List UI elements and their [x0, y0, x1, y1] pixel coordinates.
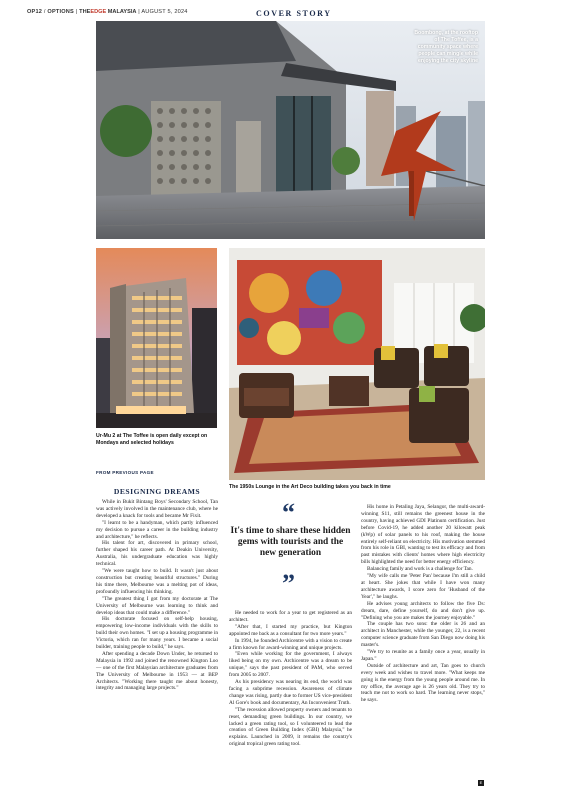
paragraph: He advises young architects to follow the five Ds: dream, dare, define yourself, do and don't give up. "Defining who you are makes the journey enjoyable." [361, 600, 485, 621]
lounge-interior-photo [229, 248, 485, 480]
paragraph: "Even while working for the government, I always liked being on my own. Archicentre was a dream to be unique," says the past president of PAM, who served from 2005 to 2007. [229, 651, 352, 679]
article-column-2 [229, 610, 352, 748]
paragraph: His doctorate focused on self-help housing, empowering low-income individuals with the skills to build their own homes. "I set up a housing programme in Victoria, which ran for many years. I became a social builder, training people to build," he says. [96, 616, 218, 651]
paragraph: His home in Petaling Jaya, Selangor, the multi-award-winning S11, still remains the greenest house in the country, having achieved GDI Platinum certification. Just before Covid-19, he added another 20 kilowatt peak (kWp) of solar panels to his roof, making the house entirely self-reliant on electricity. His motivation stemmed from his role in GBI, wanting to test its efficacy and from past mistakes with clients' homes where high electricity bills highlighted the need for better energy efficiency. [361, 504, 485, 566]
issue-date: AUGUST 5, 2024 [141, 9, 188, 15]
top-photo-caption: Boombong, at the rooftop of The Toffee, is a community space where people can mingle while enjoying the city skyline [414, 30, 478, 64]
paragraph: "We try to reunite as a family once a year, usually in Japan." [361, 649, 485, 662]
paragraph: While in Bukit Bintang Boys' Secondary School, Tan was actively involved in the maintenance club, where he developed a knack for tools and became Mr Fixit. [96, 499, 218, 519]
article-column-1 [96, 499, 218, 692]
paragraph: In 1994, he founded Archicentre with a vision to create a firm known for award-winning and unique projects. [229, 637, 352, 651]
paragraph: After spending a decade Down Under, he returned to Malaysia in 1992 and joined the renowned Kington Loo — one of the first Malaysian architecture graduates from The University of Melbourne in 1953 — at BEP Architects. "Working there taught me about honesty, integrity and managing large projects." [96, 650, 218, 692]
paragraph: "The recession allowed property owners and tenants to reset, demanding green buildings. In our country, we lacked a green rating tool, so I volunteered to lead the creation of Green Building Index (GBI) Malaysia," he explains. Launched in 2009, it remains the country's original tropical green rating tool. [229, 706, 352, 748]
paragraph: His talent for art, discovered in primary school, further shaped his career path. At Deakin University, Australia, his undergraduate education was highly technical. [96, 540, 218, 568]
end-of-article-mark: E [479, 780, 483, 785]
building-at-dusk-photo [96, 248, 217, 428]
article-column-3 [361, 504, 485, 704]
section-subhead: DESIGNING DREAMS [113, 487, 201, 496]
publication-logo: THEEDGE MALAYSIA [79, 9, 137, 15]
paragraph: He needed to work for a year to get registered as an architect. [229, 610, 352, 623]
paragraph: "After that, I started my practice, but Kington appointed me back as a consultant for two more years." [229, 623, 352, 637]
quote-open-mark-icon: “ [282, 498, 295, 527]
paragraph: "We were taught how to build. It wasn't just about construction but creating beautiful structures." During his time there, Melbourne was a melting pot of ideas, profoundly influencing his thinking. [96, 568, 218, 595]
paragraph: As his presidency was nearing its end, the world was facing a subprime recession. Awareness of climate change was rising, partly due to former US vice-president Al Gore's book and documentary, An Inconvenient Truth. [229, 679, 352, 706]
cover-story-label: COVER STORY [256, 9, 332, 18]
pull-quote: It's time to share these hidden gems with tourists and the new generation [230, 526, 351, 558]
middle-photo-caption: The 1950s Lounge in the Art Deco building takes you back in time [229, 484, 391, 490]
paragraph: Outside of architecture and art, Tan goes to church every week and wishes to travel more. "What keeps me going is the energy from the young people around me. In my office, the average age is 26 years old. They try to teach me not to work so hard. The learning never stops," he says. [361, 662, 485, 704]
quote-close-mark-icon: ” [282, 569, 295, 598]
left-photo-caption: Ur-Mu 2 at The Toffee is open daily except on Mondays and selected holidays [96, 433, 208, 446]
section-name: OPTIONS [47, 9, 74, 15]
paragraph: "I learnt to be a handyman, which partly influenced my decision to pursue a career in the building industry and architecture," he reflects. [96, 519, 218, 540]
continuation-label: FROM PREVIOUS PAGE [96, 470, 154, 475]
paragraph: "The greatest thing I got from my doctorate at The University of Melbourne was learning to think and develop ideas that could make a difference." [96, 595, 218, 616]
paragraph: Balancing family and work is a challenge for Tan. [367, 566, 473, 573]
paragraph: "My wife calls me 'Peter Pan' because I'm still a child at heart. She jokes that while I have won many architecture awards, I score zero for 'Husband of the Year'," he laughs. [361, 573, 485, 600]
page-number: OP12 [27, 9, 43, 15]
paragraph: The couple has two sons: the older is 26 and an architect in Manchester, while the younger, 22, is a recent computer science graduate from San Diego now doing his master's. [361, 621, 485, 649]
running-header: OP12 / OPTIONS | THEEDGE MALAYSIA | AUGUST 5, 2024 [27, 9, 188, 15]
